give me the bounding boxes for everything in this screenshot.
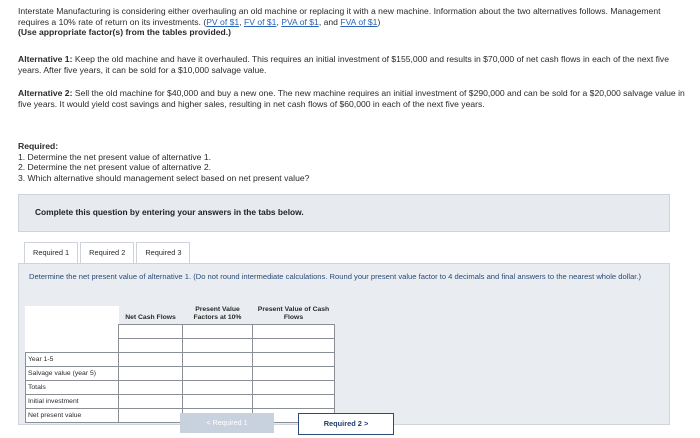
alternative-1-label: Alternative 1: [18, 54, 73, 64]
table-row [26, 339, 335, 353]
required-heading: Required: [18, 141, 59, 151]
row-label-initial-investment: Initial investment [26, 395, 119, 409]
fv-of-1-link[interactable]: FV of $1 [243, 16, 277, 27]
required-item: 3. Which alternative should management select based on net present value? [18, 172, 310, 183]
npv-table [25, 306, 335, 423]
panel-instruction: Determine the net present value of alternative 1. (Do not round intermediate calculations. Round your present value factor to 4 decimals and final answers to the nearest whole dollar.) [29, 272, 642, 281]
net-cash-flow-input[interactable] [119, 339, 183, 353]
instruction-text: Complete this question by entering your answers in the tabs below. [35, 207, 304, 217]
header-pv-cash-flows: Present Value of Cash Flows [253, 306, 335, 325]
table-row [26, 367, 335, 381]
pv-factor-input[interactable] [183, 353, 253, 367]
pv-factor-input[interactable] [183, 381, 253, 395]
problem-intro: Interstate Manufacturing is considering either overhauling an old machine or replacing it with a new machine. Information about the two alternatives follows. Management requires a 10% rate of return on its investments. (PV of $1, FV of $1, PVA of $1, and FVA of $1) (Use appropriate factor(s) from the tables provided.) [18, 6, 661, 38]
next-required-button[interactable]: Required 2 > [298, 413, 394, 435]
table-row [26, 395, 335, 409]
pv-of-1-link[interactable]: PV of $1 [206, 16, 240, 27]
tab-panel [18, 263, 670, 425]
pv-cash-flow-input[interactable] [253, 353, 335, 367]
required-item: 1. Determine the net present value of alternative 1. [18, 151, 211, 162]
net-cash-flow-input[interactable] [119, 409, 183, 423]
net-cash-flow-input[interactable] [119, 325, 183, 339]
fva-of-1-link[interactable]: FVA of $1 [340, 16, 378, 27]
net-cash-flow-input[interactable] [119, 353, 183, 367]
required-tabs [24, 242, 192, 264]
row-label-salvage-value: Salvage value (year 5) [26, 367, 119, 381]
pv-cash-flow-input[interactable] [253, 339, 335, 353]
table-row [26, 353, 335, 367]
alternative-2-text: Alternative 2: Sell the old machine for $40,000 and buy a new one. The new machine requires an initial investment of $290,000 and can be sold for a $20,000 salvage value in five years. It would yield cost savings and higher sales, resulting in net cash flows of $60,000 in each of the next five years. [18, 88, 685, 109]
tab-required-3[interactable]: Required 3 [136, 242, 190, 263]
net-cash-flow-input[interactable] [119, 381, 183, 395]
alternative-1-text: Alternative 1: Keep the old machine and have it overhauled. This requires an initial investment of $155,000 and results in $70,000 of net cash flows in each of the next five years. After five years, it can be sold for a $10,000 salvage value. [18, 54, 669, 75]
row-label-totals: Totals [26, 381, 119, 395]
table-row [26, 325, 335, 339]
row-label-year-1-5: Year 1-5 [26, 353, 119, 367]
pv-cash-flow-input[interactable] [253, 395, 335, 409]
instruction-box [18, 194, 670, 232]
tab-required-2[interactable]: Required 2 [80, 242, 134, 263]
pv-factor-input[interactable] [183, 339, 253, 353]
pv-factor-input[interactable] [183, 395, 253, 409]
net-cash-flow-input[interactable] [119, 367, 183, 381]
table-row [26, 381, 335, 395]
pv-factor-input[interactable] [183, 367, 253, 381]
row-label-net-present-value: Net present value [26, 409, 119, 423]
pv-factor-input[interactable] [183, 325, 253, 339]
pv-cash-flow-input[interactable] [253, 367, 335, 381]
header-blank [26, 306, 119, 325]
net-cash-flow-input[interactable] [119, 395, 183, 409]
header-pv-factors: Present Value Factors at 10% [183, 306, 253, 325]
tables-hint: (Use appropriate factor(s) from the tables provided.) [18, 27, 231, 38]
pv-cash-flow-input[interactable] [253, 381, 335, 395]
alternative-2-label: Alternative 2: [18, 88, 73, 98]
required-item: 2. Determine the net present value of alternative 2. [18, 162, 211, 173]
prev-required-button[interactable]: < Required 1 [180, 413, 274, 433]
tab-required-1[interactable]: Required 1 [24, 242, 78, 263]
header-net-cash-flows: Net Cash Flows [119, 306, 183, 325]
required-list [18, 141, 688, 183]
pv-cash-flow-input[interactable] [253, 325, 335, 339]
pva-of-1-link[interactable]: PVA of $1 [281, 16, 319, 27]
